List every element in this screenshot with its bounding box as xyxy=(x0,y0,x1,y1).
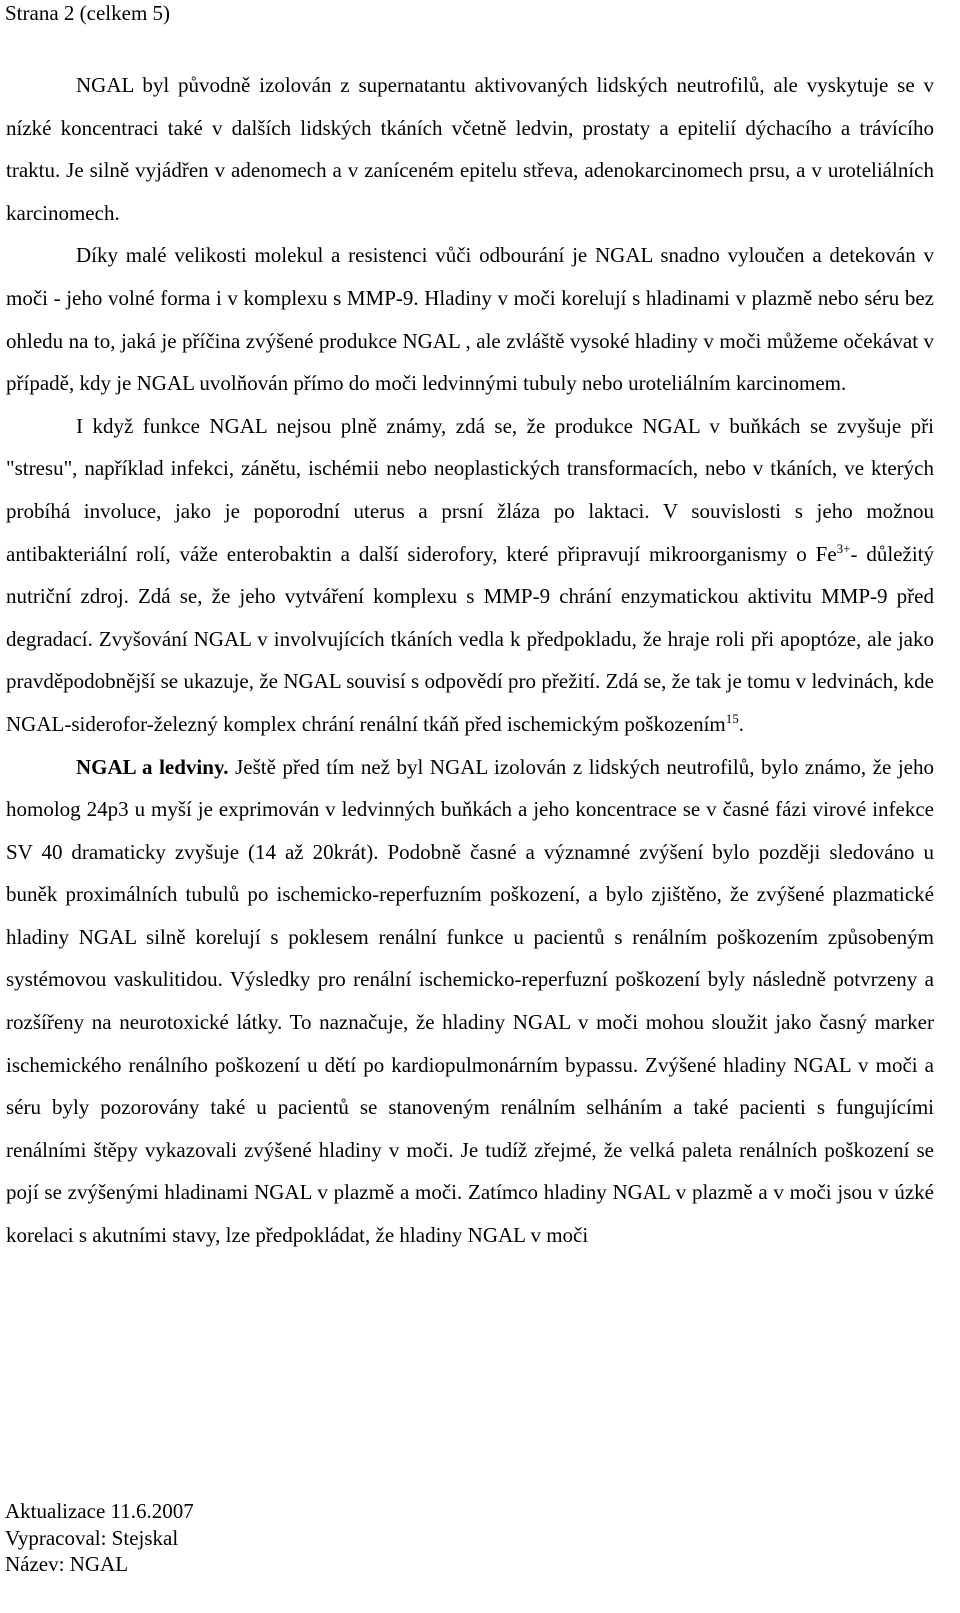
reference-superscript: 15 xyxy=(725,710,739,726)
footer-author: Vypracoval: Stejskal xyxy=(5,1525,179,1550)
document-body xyxy=(6,64,934,1257)
paragraph-text: - důležitý nutriční zdroj. Zdá se, že jeho vytváření komplexu s MMP-9 chrání enzymatickou aktivitu MMP-9 před degradací. Zvyšování NGAL v involvujících tkáních vedla k předpokladu, že hraje roli při apoptóze, ale jako pravděpodobnější se ukazuje, že NGAL souvisí s odpovědí pro přežití. Zdá se, že tak je tomu v ledvinách, kde NGAL-siderofor-železný komplex chrání renální tkáň před ischemickým poškozením xyxy=(6,541,934,736)
paragraph-ngal-detection: Díky malé velikosti molekul a resistenci vůči odbourání je NGAL snadno vyloučen a detekován v moči - jeho volné forma i v komplexu s MMP-9. Hladiny v moči korelují s hladinami v plazmě nebo séru bez ohledu na to, jaká je příčina zvýšené produkce NGAL , ale zvláště vysoké hladiny v moči můžeme očekávat v případě, kdy je NGAL uvolňován přímo do moči ledvinnými tubuly nebo uroteliálním karcinomem. xyxy=(6,243,934,396)
footer-updated: Aktualizace 11.6.2007 xyxy=(5,1499,194,1523)
section-heading: NGAL a ledviny. xyxy=(76,754,229,779)
document-footer xyxy=(5,1498,194,1578)
superscript-charge: 3+ xyxy=(836,540,851,556)
paragraph-ngal-origin: NGAL byl původně izolován z supernatantu aktivovaných lidských neutrofilů, ale vyskytuje se v nízké koncentraci také v dalších lidských tkáních včetně ledvin, prostaty a epitelií dýchacího a trávícího traktu. Je silně vyjádřen v adenomech a v zaníceném epitelu střeva, adenokarcinomech prsu, a v uroteliálních karcinomech. xyxy=(6,73,934,225)
paragraph-text: I když funkce NGAL nejsou plně známy, zdá se, že produkce NGAL v buňkách se zvyšuje při "stresu", například infekci, zánětu, ischémii nebo neoplastických transformacích, nebo v tkáních, ve kterých probíhá involuce, jako je poporodní uterus a prsní žláza po laktaci. V souvislosti s jeho možnou antibakteriální rolí, váže enterobaktin a další siderofory, které připravují mikroorganismy o Fe xyxy=(6,413,934,566)
paragraph-ngal-function xyxy=(6,405,934,746)
page-number-header: Strana 2 (celkem 5) xyxy=(5,1,171,25)
paragraph-text: Ještě před tím než byl NGAL izolován z lidských neutrofilů, bylo známo, že jeho homolog 24p3 u myší je exprimován v ledvinných buňkách a jeho koncentrace se v časné fázi virové infekce SV 40 dramaticky zvyšuje (14 až 20krát). Podobně časné a významné zvýšení bylo později sledováno u buněk proximálních tubulů po ischemicko-reperfuzním poškození, a bylo zjištěno, že zvýšené plazmatické hladiny NGAL silně korelují s poklesem renální funkce u pacientů s renálním poškozením způsobeným systémovou vaskulitidou. Výsledky pro renální ischemicko-reperfuzní poškození byly následně potvrzeny a rozšířeny na neurotoxické látky. To naznačuje, že hladiny NGAL v moči mohou sloužit jako časný marker ischemického renálního poškození u dětí po kardiopulmonárním bypassu. Zvýšené hladiny NGAL v moči a séru byly pozorovány také u pacientů se stanoveným renálním selháním a také pacienti s fungujícími renálními štěpy vykazovali zvýšené hladiny v moči. Je tudíž zřejmé, že velká paleta renálních poškození se pojí se zvýšenými hladinami NGAL v plazmě a moči. Zatímco hladiny NGAL v plazmě a v moči jsou v úzké korelaci s akutními stavy, lze předpokládat, že hladiny NGAL v moči xyxy=(6,754,935,1248)
footer-title: Název: NGAL xyxy=(5,1552,129,1576)
paragraph-end: . xyxy=(738,711,745,736)
paragraph-ngal-kidneys xyxy=(6,746,934,1257)
